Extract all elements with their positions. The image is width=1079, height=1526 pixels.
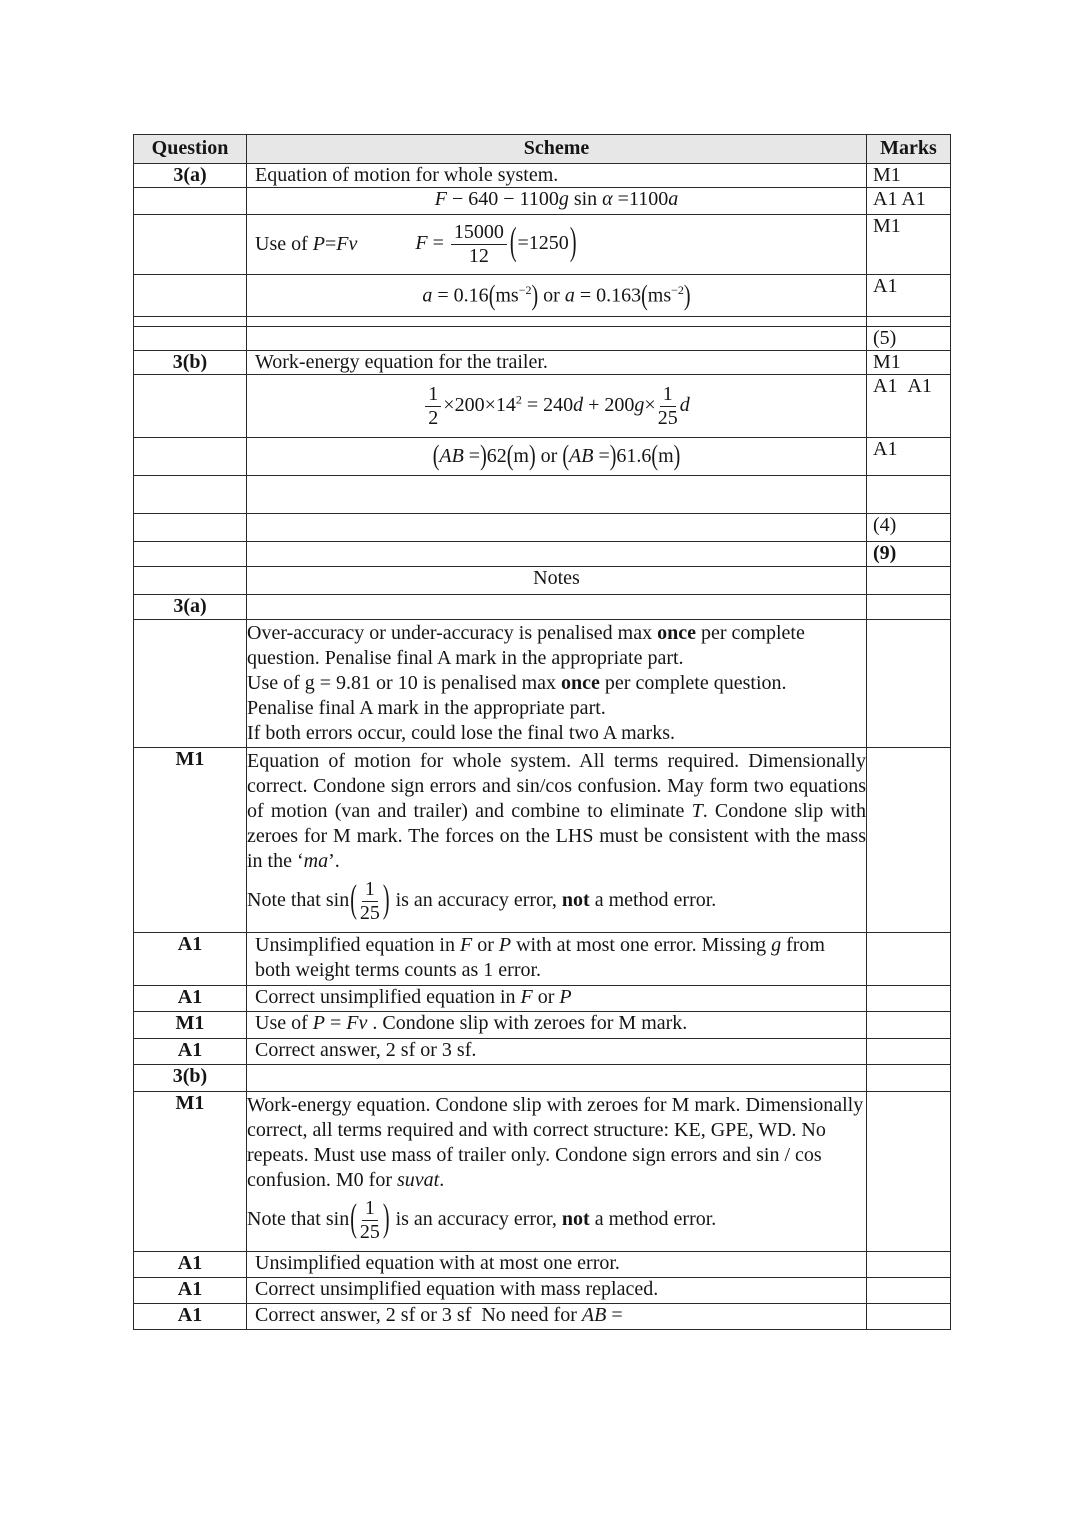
table-row (134, 1092, 951, 1252)
text-segment: not (561, 889, 590, 912)
text-segment: or (532, 986, 560, 1008)
table-row (134, 748, 951, 933)
text-segment: F (459, 934, 473, 956)
text-segment: g (634, 393, 645, 416)
paren: ( (651, 439, 659, 472)
scheme-cell-note (247, 1092, 867, 1252)
paren: ) (382, 878, 390, 922)
scheme-header: Scheme (247, 135, 867, 164)
marks-cell-subtotal: (5) (867, 327, 951, 351)
question-cell: 3(b) (134, 351, 247, 375)
text-segment: . (439, 1169, 445, 1191)
scheme-cell (247, 986, 867, 1012)
text-segment: = (606, 1304, 623, 1326)
table-row (134, 327, 951, 351)
marks-header: Marks (867, 135, 951, 164)
text-segment: Notes (533, 567, 580, 589)
fraction-denominator: 2 (428, 406, 439, 429)
paren: ( (562, 439, 569, 472)
header-row (134, 135, 951, 164)
text-segment: once (561, 672, 600, 694)
marks-cell (867, 1304, 951, 1330)
scheme-cell (247, 476, 867, 514)
table-row (134, 351, 951, 375)
question-cell (134, 542, 247, 567)
paren: ( (488, 279, 496, 312)
note-line (247, 671, 866, 696)
note-paragraph (247, 1093, 866, 1193)
table-row (134, 1039, 951, 1065)
scheme-cell (247, 1065, 867, 1092)
text-segment: =1100 (617, 188, 669, 210)
document-page (133, 134, 951, 1330)
table-row (134, 986, 951, 1012)
text-segment: P (559, 986, 572, 1008)
text-segment: with at most one error. Missing (511, 934, 772, 956)
paren: ) (609, 439, 617, 472)
text-segment: = (432, 232, 449, 255)
fraction-numerator: 1 (362, 1198, 378, 1221)
text-segment: sin (568, 188, 603, 210)
text-segment: AB (439, 445, 469, 467)
scheme-cell (247, 327, 867, 351)
marks-cell: M1 (867, 351, 951, 375)
fraction-numerator: 1 (660, 384, 676, 407)
table-row (134, 476, 951, 514)
question-cell: 3(a) (134, 164, 247, 188)
fraction (451, 222, 507, 267)
text-segment: × (644, 393, 656, 416)
table-row (134, 1252, 951, 1278)
table-row (134, 375, 951, 438)
table-row (134, 164, 951, 188)
equation (415, 222, 577, 267)
text-segment: m (658, 445, 674, 467)
text-segment: d (679, 393, 690, 416)
notes-section-header (247, 567, 867, 595)
text-segment: Correct unsimplified equation with mass replaced. (255, 1278, 659, 1300)
text-segment: ’. (328, 850, 340, 872)
marks-cell (867, 1012, 951, 1039)
fraction-denominator: 12 (468, 245, 489, 267)
text-segment: α (602, 188, 618, 210)
text-segment: −2 (671, 283, 684, 298)
text-segment: Correct answer, 2 sf or 3 sf No need for (255, 1304, 582, 1326)
paren: ) (382, 1197, 390, 1241)
marks-cell (867, 933, 951, 986)
text-segment: is an accuracy error, (390, 889, 562, 912)
question-cell: A1 (134, 986, 247, 1012)
table-row (134, 542, 951, 567)
question-cell: M1 (134, 748, 247, 933)
marks-cell-total: (9) (867, 542, 951, 567)
question-cell: 3(a) (134, 595, 247, 620)
scheme-cell (247, 1304, 867, 1330)
text-segment: = 240 (521, 393, 574, 416)
text-segment: once (657, 622, 696, 644)
text-segment: Fv (346, 1012, 368, 1034)
scheme-cell (247, 933, 867, 986)
scheme-cell (247, 351, 867, 375)
scheme-cell-note (247, 748, 867, 933)
paren: ) (480, 439, 487, 472)
marks-cell (867, 1092, 951, 1252)
table-row (134, 1278, 951, 1304)
question-cell: 3(b) (134, 1065, 247, 1092)
fraction (425, 384, 441, 429)
note-line (247, 721, 866, 746)
text-segment: − 640 − 1100 (452, 188, 559, 210)
table-row (134, 215, 951, 275)
question-cell (134, 620, 247, 748)
text-segment: F (520, 986, 533, 1008)
fraction-numerator: 15000 (451, 222, 507, 245)
text-segment: Unsimplified equation in (255, 934, 460, 956)
scheme-cell (247, 1278, 867, 1304)
text-segment: 61.6 (616, 445, 652, 467)
marks-cell: A1 (867, 438, 951, 476)
question-cell: A1 (134, 1304, 247, 1330)
text-segment: 2 (515, 391, 522, 406)
text-segment: = 0.16 (437, 284, 489, 307)
marks-cell: M1 (867, 164, 951, 188)
table-row (134, 933, 951, 986)
text-segment: Use of (255, 1012, 313, 1034)
text-segment: F (415, 232, 433, 255)
table-row (134, 620, 951, 748)
scheme-cell-equation (247, 275, 867, 317)
text-segment: a (564, 284, 580, 307)
question-cell: M1 (134, 1012, 247, 1039)
text-segment: ms (495, 284, 519, 307)
text-segment: suvat (396, 1169, 440, 1191)
mark-scheme-table (133, 134, 951, 1330)
fraction-denominator: 25 (657, 406, 678, 429)
marks-cell: A1 (867, 275, 951, 317)
scheme-cell-equation (247, 375, 867, 438)
text-segment: from both weight terms counts as 1 error. (255, 934, 825, 981)
text-segment: If both errors occur, could lose the final two A marks. (247, 722, 675, 744)
text-segment: per complete question. Penalise final A mark in the appropriate part. (247, 622, 805, 669)
text-segment: Use of (255, 233, 313, 255)
scheme-cell (247, 1012, 867, 1039)
table-row (134, 1304, 951, 1330)
scheme-cell-note (247, 620, 867, 748)
text-segment: is an accuracy error, (390, 1208, 562, 1231)
text-segment: . Condone slip with zeroes for M mark. The forces on the LHS must be consistent with the mass in the ‘ (247, 800, 866, 872)
paren: ) (683, 279, 691, 312)
note-paragraph (247, 749, 866, 874)
text-segment: a method error. (589, 1208, 717, 1231)
marks-cell (867, 476, 951, 514)
text-segment: Over-accuracy or under-accuracy is penalised max (247, 622, 658, 644)
table-row (134, 595, 951, 620)
scheme-cell-equation (247, 188, 867, 215)
text-segment: per complete question. (599, 672, 787, 694)
text-segment: m (513, 445, 529, 467)
text-segment: F (434, 188, 452, 210)
question-cell (134, 567, 247, 595)
question-cell (134, 188, 247, 215)
fraction-numerator: 1 (362, 879, 378, 902)
notes-divider-row (134, 567, 951, 595)
fraction (360, 879, 380, 924)
fraction-numerator: 1 (425, 384, 441, 407)
text-segment: = (598, 445, 610, 467)
question-cell (134, 317, 247, 327)
marks-cell (867, 1065, 951, 1092)
question-header: Question (134, 135, 247, 164)
text-segment: Correct answer, 2 sf or 3 sf. (255, 1039, 477, 1061)
text-segment: or (535, 445, 563, 467)
text-segment: not (561, 1208, 590, 1231)
table-row (134, 188, 951, 215)
text-segment: T (691, 800, 703, 822)
text-segment: = 0.163 (579, 284, 642, 307)
fraction (658, 384, 678, 429)
question-cell (134, 438, 247, 476)
paren: ( (509, 220, 517, 264)
text-segment: . Condone slip with zeroes for M mark. (367, 1012, 688, 1034)
text-segment: g (771, 934, 782, 956)
text-segment: a (422, 284, 438, 307)
text-segment: Correct unsimplified equation in (255, 986, 521, 1008)
text-segment: Work-energy equation for the trailer. (255, 351, 548, 373)
text-segment: a method error. (589, 889, 717, 912)
note-formula-line (247, 879, 866, 924)
question-cell: M1 (134, 1092, 247, 1252)
text-segment: ma (303, 850, 329, 872)
paren: ( (506, 439, 514, 472)
text-segment: ms (647, 284, 672, 307)
text-segment: Unsimplified equation with at most one error. (255, 1252, 620, 1274)
text-segment: =1250 (517, 232, 569, 255)
note-line (247, 696, 866, 721)
question-cell (134, 375, 247, 438)
scheme-cell-equation (247, 215, 867, 275)
text-segment: d (573, 393, 584, 416)
table-row (134, 317, 951, 327)
table-row (134, 1065, 951, 1092)
table-row (134, 275, 951, 317)
paren: ( (350, 878, 357, 922)
marks-cell (867, 317, 951, 327)
marks-cell (867, 595, 951, 620)
text-segment: Fv (336, 233, 358, 255)
text-segment: or (538, 284, 565, 307)
question-cell (134, 327, 247, 351)
text-segment: Penalise final A mark in the appropriate part. (247, 697, 606, 719)
question-cell: A1 (134, 933, 247, 986)
text-segment: P (312, 233, 325, 255)
question-cell (134, 514, 247, 542)
marks-cell: M1 (867, 215, 951, 275)
text-segment: −2 (518, 283, 532, 298)
paren: ) (673, 439, 681, 472)
note-line (247, 621, 866, 671)
marks-cell (867, 1278, 951, 1304)
paren: ( (641, 279, 648, 312)
marks-cell: A1 A1 (867, 375, 951, 438)
text-segment: Equation of motion for whole system. All terms required. Dimensionally correct. Condone sign errors and sin/cos confusion. May form two equations of motion (van and trailer) and combine to eliminate (247, 750, 866, 822)
text-segment: Note that sin (247, 889, 350, 912)
table-row (134, 514, 951, 542)
fraction-denominator: 25 (359, 1221, 380, 1243)
text-segment: = (324, 1012, 347, 1034)
fraction (360, 1198, 380, 1243)
marks-cell (867, 748, 951, 933)
text-segment: P (498, 934, 512, 956)
marks-cell (867, 1039, 951, 1065)
scheme-cell (247, 164, 867, 188)
scheme-cell-equation (247, 438, 867, 476)
text-segment: or (472, 934, 499, 956)
paren: ) (531, 279, 539, 312)
paren: ) (528, 439, 536, 472)
scheme-cell (247, 542, 867, 567)
table-row (134, 1012, 951, 1039)
question-cell (134, 215, 247, 275)
note-formula-line (247, 1198, 866, 1243)
scheme-cell (247, 514, 867, 542)
text-segment: = (468, 445, 481, 467)
marks-cell (867, 567, 951, 595)
paren: ) (569, 220, 577, 264)
paren: ( (432, 439, 440, 472)
question-cell: A1 (134, 1252, 247, 1278)
question-cell: A1 (134, 1039, 247, 1065)
scheme-cell (247, 317, 867, 327)
marks-cell (867, 620, 951, 748)
text-segment: g (558, 188, 569, 210)
text-segment: Equation of motion for whole system. (255, 164, 559, 186)
equation-label (255, 233, 357, 256)
marks-cell (867, 1252, 951, 1278)
text-segment: + 200 (583, 393, 635, 416)
question-cell (134, 476, 247, 514)
text-segment: Use of g = 9.81 or 10 is penalised max (247, 672, 562, 694)
text-segment: = (324, 233, 337, 255)
text-segment: AB (569, 445, 599, 467)
text-segment: Work-energy equation. Condone slip with zeroes for M mark. Dimensionally correct, all terms required and with correct structure: KE, GPE, WD. No repeats. Must use mass of trailer only. Condone sign errors and sin / cos confusion. M0 for (247, 1094, 864, 1191)
text-segment: a (668, 188, 679, 210)
scheme-cell (247, 1252, 867, 1278)
scheme-cell (247, 595, 867, 620)
scheme-cell (247, 1039, 867, 1065)
question-cell (134, 275, 247, 317)
fraction-denominator: 25 (359, 902, 380, 924)
table-row (134, 438, 951, 476)
text-segment: Note that sin (247, 1208, 350, 1231)
question-cell: A1 (134, 1278, 247, 1304)
marks-cell (867, 986, 951, 1012)
marks-cell-subtotal: (4) (867, 514, 951, 542)
text-segment: AB (581, 1304, 607, 1326)
marks-cell: A1 A1 (867, 188, 951, 215)
paren: ( (350, 1197, 357, 1241)
text-segment: 62 (486, 445, 507, 467)
text-segment: ×200×14 (443, 393, 516, 416)
text-segment: P (312, 1012, 325, 1034)
